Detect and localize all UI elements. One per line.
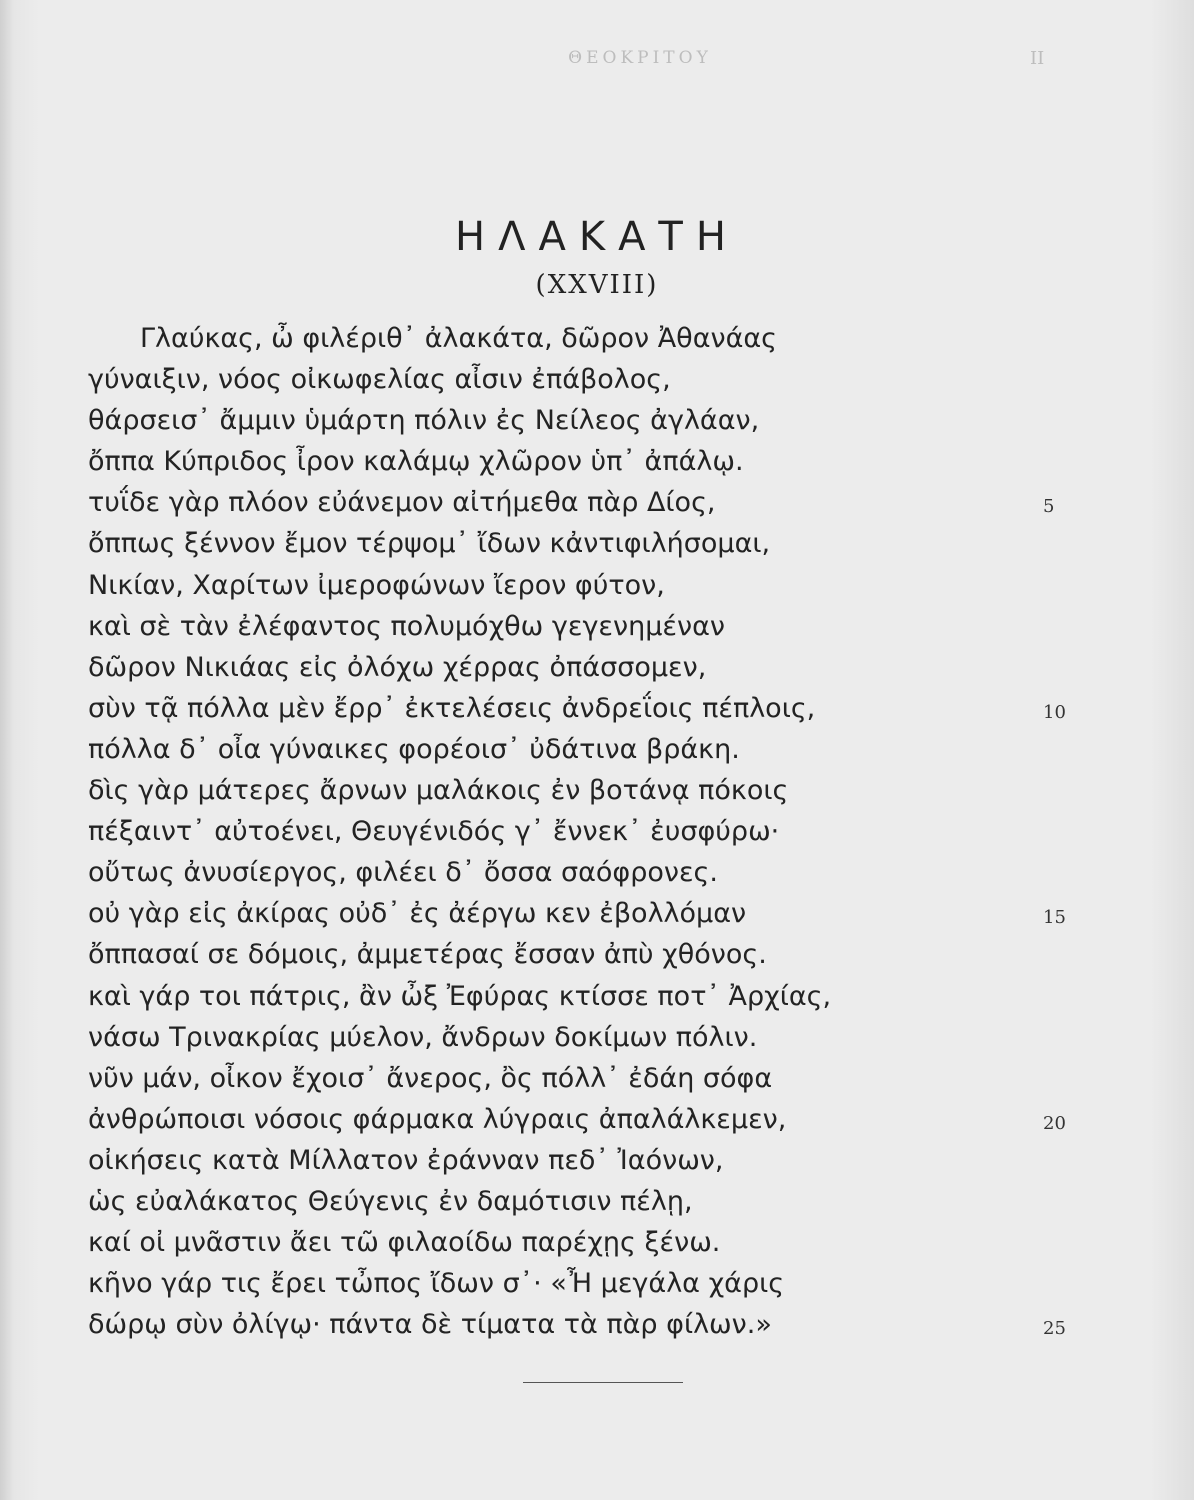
poem-line-14: οὔτως ἀνυσίεργος, φιλέει δ᾽ ὄσσα σαόφρονες. — [88, 857, 718, 889]
poem-line-18: νάσω Τρινακρίας μύελον, ἄνδρων δοκίμων πόλιν. — [88, 1021, 758, 1053]
poem-line-8: καὶ σὲ τὰν ἐλέφαντος πολυμόχθω γεγενημέναν — [88, 610, 725, 642]
poem-body — [88, 318, 1088, 1345]
line-number: 10 — [1043, 701, 1066, 723]
poem-line-5: τυΐδε γὰρ πλόον εὐάνεμον αἰτήμεθα πὰρ Δίος, 5 — [88, 482, 1088, 523]
line-number: 5 — [1043, 496, 1055, 518]
poem-title: ΗΛΑΚΑΤΗ — [455, 214, 739, 260]
poem-line-9: δῶρον Νικιάας εἰς ὀλόχω χέρρας ὀπάσσομεν, — [88, 651, 707, 683]
poem-line-1: Γλαύκας, ὦ φιλέριθ᾽ ἀλακάτα, δῶρον Ἀθανάας — [140, 323, 778, 354]
poem-line-17: καὶ γάρ τοι πάτρις, ἂν ὦξ Ἐφύρας κτίσσε ποτ᾽ Ἀρχίας, — [88, 980, 832, 1012]
poem-line-13: πέξαιντ᾽ αὐτοένει, Θευγένιδός γ᾽ ἔννεκ᾽ ἐυσφύρω· — [88, 816, 780, 848]
poem-line-25: δώρῳ σὺν ὀλίγῳ· πάντα δὲ τίματα τὰ πὰρ φίλων.» 25 — [88, 1304, 1088, 1345]
line-number: 20 — [1043, 1112, 1066, 1134]
poem-line-16: ὄππασαί σε δόμοις, ἀμμετέρας ἔσσαν ἀπὺ χθόνος. — [88, 939, 767, 971]
poem-line-21: οἰκήσεις κατὰ Μίλλατον ἐράνναν πεδ᾽ Ἰαόνων, — [88, 1144, 724, 1176]
line-number: 15 — [1043, 907, 1066, 929]
line-number: 25 — [1043, 1318, 1066, 1340]
poem-line-3: θάρσεισ᾽ ἄμμιν ὑμάρτη πόλιν ἐς Νείλεος ἀγλάαν, — [88, 405, 760, 437]
poem-line-6: ὄππως ξέννον ἔμον τέρψομ᾽ ἴδων κἀντιφιλήσομαι, — [88, 528, 771, 560]
poem-line-23: καί οἰ μνᾶστιν ἄει τῶ φιλαοίδω παρέχῃς ξένω. — [88, 1227, 721, 1259]
bleed-running-head: ΘΕΟΚΡΙΤΟΥ — [568, 48, 712, 68]
poem-line-12: δὶς γὰρ μάτερες ἄρνων μαλάκοις ἐν βοτάνᾳ πόκοις — [88, 775, 789, 807]
poem-line-2: γύναιξιν, νόος οἰκωφελίας αἶσιν ἐπάβολος, — [88, 364, 671, 396]
poem-number: (XXVIII) — [535, 270, 659, 300]
poem-line-4: ὄππα Κύπριδος ἶρον καλάμῳ χλῶρον ὑπ᾽ ἀπάλῳ. — [88, 446, 744, 478]
poem-line-15: οὐ γὰρ εἰς ἀκίρας οὐδ᾽ ἐς ἀέργω κεν ἐβολλόμαν 15 — [88, 893, 1088, 934]
poem-line-7: Νικίαν, Χαρίτων ἰμεροφώνων ἴερον φύτον, — [88, 569, 665, 601]
poem-line-22: ὡς εὐαλάκατος Θεύγενις ἐν δαμότισιν πέλῃ, — [88, 1185, 693, 1217]
poem-line-20: ἀνθρώποισι νόσοις φάρμακα λύγραις ἀπαλάλκεμεν, 20 — [88, 1099, 1088, 1140]
poem-line-10: σὺν τᾷ πόλλα μὲν ἔρρ᾽ ἐκτελέσεις ἀνδρεΐοις πέπλοις, 10 — [88, 688, 1088, 729]
poem-line-19: νῦν μάν, οἶκον ἔχοισ᾽ ἄνερος, ὂς πόλλ᾽ ἐδάη σόφα — [88, 1062, 773, 1094]
end-rule — [523, 1382, 683, 1383]
poem-line-11: πόλλα δ᾽ οἶα γύναικες φορέοισ᾽ ὐδάτινα βράκη. — [88, 733, 740, 765]
poem-line-24: κῆνο γάρ τις ἔρει τὦπος ἴδων σ᾽· «Ἦ μεγάλα χάρις — [88, 1268, 785, 1300]
bleed-page-number: II — [1030, 48, 1045, 69]
